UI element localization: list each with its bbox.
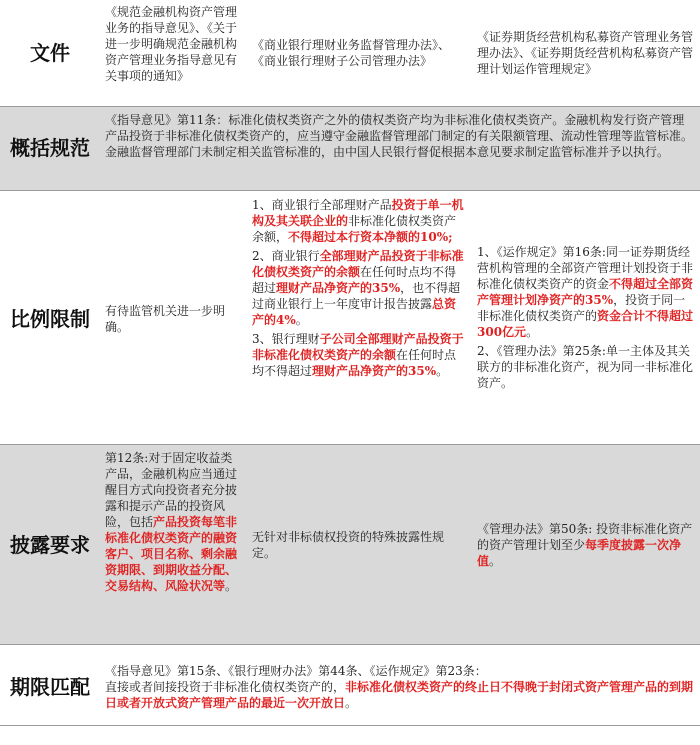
row-general (0, 106, 700, 190)
disclosure-col1: 第12条:对于固定收益类产品，金融机构应当通过醒目方式向投资者充分披露和提示产品的投资风险，包括产品投资每笔非标准化债权类资产的融资客户、项目名称、剩余融资期限、到期收益分配、交易结构、风险状况等。 (100, 445, 247, 645)
term-line2: 直接或者间接投资于非标准化债权类资产的，非标准化债权类资产的终止日不得晚于封闭式资产管理产品的到期日或者开放式资产管理产品的最近一次开放日。 (105, 679, 694, 710)
ratio-col3 (472, 195, 700, 445)
row-ratio (0, 195, 700, 445)
ratio-col2 (247, 195, 472, 445)
row-ratio-title: 比例限制 (0, 195, 100, 445)
row-file-title: 文件 (0, 0, 100, 106)
row-disclosure (0, 445, 700, 645)
file-col3: 《证券期货经营机构私募资产管理业务管理办法》、《证券期货经营机构私募资产管理计划运作管理规定》 (472, 0, 700, 106)
ratio-col2-item2: 2、商业银行全部理财产品投资于非标准化债权类资产的余额在任何时点均不得超过理财产品净资产的35%，也不得超过商业银行上一年度审计报告披露总资产的4%。 (252, 248, 464, 327)
disclosure-col2: 无针对非标债权投资的特殊披露性规定。 (247, 445, 472, 645)
ratio-col2-item1: 1、商业银行全部理财产品投资于单一机构及其关联企业的非标准化债权类资产余额，不得超过本行资本净额的10%; (252, 197, 464, 244)
disclosure-col3: 《管理办法》第50条: 投资非标准化资产的资产管理计划至少每季度披露一次净值。 (472, 445, 700, 645)
row-general-title: 概括规范 (0, 106, 100, 190)
ratio-col3-item2: 2、《管理办法》第25条:单一主体及其关联方的非标准化资产，视为同一非标准化资产。 (477, 344, 694, 391)
general-text: 《指导意见》第11条：标准化债权类资产之外的债权类资产均为非标准化债权类资产。金融机构发行资产管理产品投资于非标准化债权类资产的，应当遵守金融监督管理部门制定的有关限额管理、流动性管理等监管标准。金融监督管理部门未制定相关监管标准的，由中国人民银行督促根据本意见要求制定监管标准并予以执行。 (100, 106, 700, 190)
term-text (100, 649, 700, 725)
row-term-title: 期限匹配 (0, 649, 100, 725)
ratio-col1: 有待监管机关进一步明确。 (100, 195, 247, 445)
row-term (0, 649, 700, 725)
file-col1: 《规范金融机构资产管理业务的指导意见》、《关于进一步明确规范金融机构资产管理业务指导意见有关事项的通知》 (100, 0, 247, 106)
row-disclosure-title: 披露要求 (0, 445, 100, 645)
term-line1: 《指导意见》第15条、《银行理财办法》第44条、《运作规定》第23条： (105, 663, 487, 678)
ratio-col3-item1: 1、《运作规定》第16条:同一证券期货经营机构管理的全部资产管理计划投资于非标准化债权类资产的资金不得超过全部资产管理计划净资产的35%，投资于同一非标准化债权类资产的资金合计不得超过300亿元。 (477, 245, 694, 340)
file-col2: 《商业银行理财业务监督管理办法》、《商业银行理财子公司管理办法》 (247, 0, 472, 106)
row-file (0, 0, 700, 106)
ratio-col2-item3: 3、银行理财子公司全部理财产品投资于非标准化债权类资产的余额在任何时点均不得超过理财产品净资产的35%。 (252, 331, 464, 378)
